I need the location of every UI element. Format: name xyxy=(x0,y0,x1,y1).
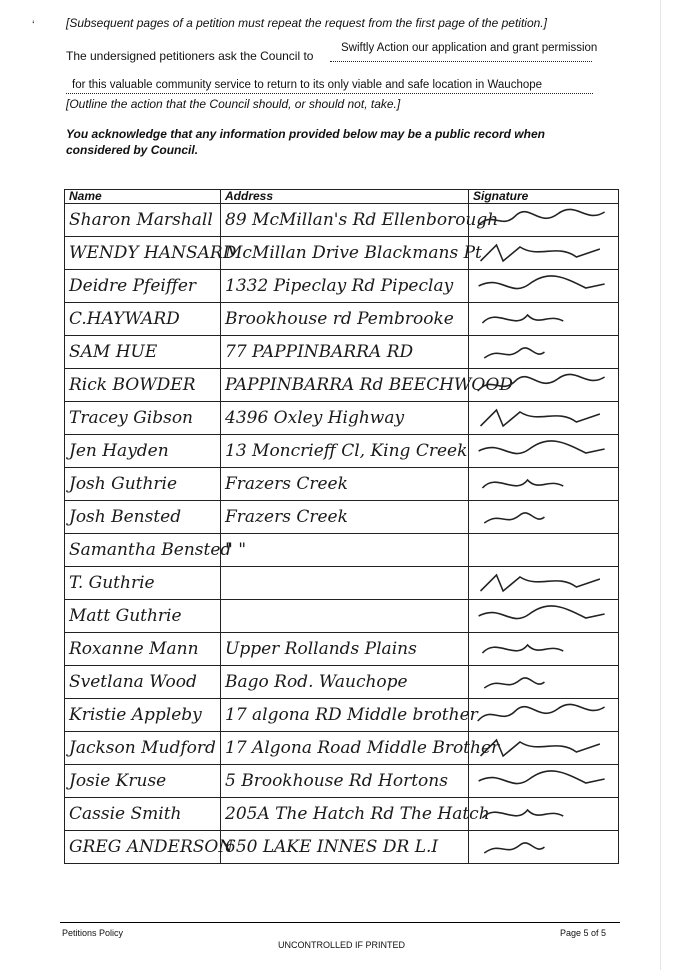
table-header-row xyxy=(65,190,619,204)
signer-name: WENDY HANSARD xyxy=(65,237,221,270)
signature-icon xyxy=(473,833,614,861)
table-row xyxy=(65,765,619,798)
dotted-line-1 xyxy=(330,61,592,62)
signer-name: SAM HUE xyxy=(65,336,221,369)
signature-icon xyxy=(473,338,614,366)
signature-cell xyxy=(469,369,619,402)
table-row xyxy=(65,732,619,765)
page-edge xyxy=(660,0,661,970)
signature-rows xyxy=(65,204,619,864)
signer-name: Matt Guthrie xyxy=(65,600,221,633)
signer-address: Bago Rod. Wauchope xyxy=(221,666,469,699)
signature-cell xyxy=(469,501,619,534)
table-row xyxy=(65,336,619,369)
signer-address: Frazers Creek xyxy=(221,468,469,501)
table-row xyxy=(65,534,619,567)
signature-cell xyxy=(469,765,619,798)
table-row xyxy=(65,567,619,600)
table-row xyxy=(65,666,619,699)
signer-name: GREG ANDERSON xyxy=(65,831,221,864)
signature-icon xyxy=(473,767,614,795)
table-row xyxy=(65,204,619,237)
table-row xyxy=(65,600,619,633)
signature-cell xyxy=(469,435,619,468)
signature-icon xyxy=(473,404,614,432)
table-row xyxy=(65,303,619,336)
signer-address: " " xyxy=(221,534,469,567)
ask-label: The undersigned petitioners ask the Council to xyxy=(66,49,314,63)
signature-icon xyxy=(473,701,614,729)
signer-name: Josh Guthrie xyxy=(65,468,221,501)
footer-uncontrolled: UNCONTROLLED IF PRINTED xyxy=(278,940,406,950)
signature-icon xyxy=(473,635,614,663)
signature-cell xyxy=(469,534,619,567)
signature-cell xyxy=(469,468,619,501)
acknowledgement: You acknowledge that any information provided below may be a public record when considered by Council. xyxy=(66,127,545,157)
signature-cell xyxy=(469,204,619,237)
signature-icon xyxy=(473,239,614,267)
signature-cell xyxy=(469,666,619,699)
signer-address: 77 PAPPINBARRA RD xyxy=(221,336,469,369)
signer-address: 1332 Pipeclay Rd Pipeclay xyxy=(221,270,469,303)
signer-name: Jackson Mudford xyxy=(65,732,221,765)
signature-cell xyxy=(469,798,619,831)
table-row xyxy=(65,468,619,501)
signer-name: Svetlana Wood xyxy=(65,666,221,699)
table-row xyxy=(65,633,619,666)
signature-cell xyxy=(469,336,619,369)
signature-cell xyxy=(469,699,619,732)
signer-address: 205A The Hatch Rd The Hatch xyxy=(221,798,469,831)
table-row xyxy=(65,402,619,435)
signer-name: Josh Bensted xyxy=(65,501,221,534)
signer-name: Tracey Gibson xyxy=(65,402,221,435)
signature-cell xyxy=(469,237,619,270)
subsequent-pages-note: [Subsequent pages of a petition must repeat the request from the first page of the petition.] xyxy=(66,16,547,30)
signature-icon xyxy=(473,602,614,630)
table-row xyxy=(65,270,619,303)
signer-address xyxy=(221,567,469,600)
signature-cell xyxy=(469,633,619,666)
signer-name: Roxanne Mann xyxy=(65,633,221,666)
signer-name: Sharon Marshall xyxy=(65,204,221,237)
footer-policy: Petitions Policy xyxy=(62,928,124,938)
signer-address xyxy=(221,600,469,633)
signer-address: 650 LAKE INNES DR L.I xyxy=(221,831,469,864)
ask-value-line2: for this valuable community service to return to its only viable and safe location in Wauchope xyxy=(72,79,543,91)
signer-name: C.HAYWARD xyxy=(65,303,221,336)
address-column-header: Address xyxy=(221,190,469,204)
footer-rule xyxy=(60,922,620,923)
signature-cell xyxy=(469,600,619,633)
signer-address: 17 algona RD Middle brother xyxy=(221,699,469,732)
signature-icon xyxy=(473,503,614,531)
signer-name: T. Guthrie xyxy=(65,567,221,600)
table-row xyxy=(65,237,619,270)
signer-address: McMillan Drive Blackmans Pt xyxy=(221,237,469,270)
signer-address: Brookhouse rd Pembrooke xyxy=(221,303,469,336)
table-row xyxy=(65,699,619,732)
signer-name: Cassie Smith xyxy=(65,798,221,831)
dotted-line-2 xyxy=(66,93,593,94)
signature-column-header: Signature xyxy=(469,190,619,204)
signature-cell xyxy=(469,303,619,336)
signature-icon xyxy=(473,470,614,498)
table-row xyxy=(65,798,619,831)
signer-name: Josie Kruse xyxy=(65,765,221,798)
signature-icon xyxy=(473,668,614,696)
signer-name: Kristie Appleby xyxy=(65,699,221,732)
signature-icon xyxy=(473,800,614,828)
table-row xyxy=(65,831,619,864)
signature-cell xyxy=(469,402,619,435)
signer-address: PAPPINBARRA Rd BEECHWOOD xyxy=(221,369,469,402)
signature-cell xyxy=(469,270,619,303)
signature-icon xyxy=(473,569,614,597)
footer-page-number: Page 5 of 5 xyxy=(560,928,607,938)
signer-address: 17 Algona Road Middle Brother xyxy=(221,732,469,765)
signature-icon xyxy=(473,305,614,333)
signer-name: Jen Hayden xyxy=(65,435,221,468)
signer-name: Rick BOWDER xyxy=(65,369,221,402)
signature-icon xyxy=(473,272,614,300)
ask-value-line1: Swiftly Action our application and grant permission xyxy=(341,42,598,54)
signer-address: 4396 Oxley Highway xyxy=(221,402,469,435)
signature-icon xyxy=(473,437,614,465)
signer-address: 13 Moncrieff Cl, King Creek xyxy=(221,435,469,468)
signature-cell xyxy=(469,567,619,600)
outline-note: [Outline the action that the Council should, or should not, take.] xyxy=(66,97,401,111)
signer-name: Samantha Bensted xyxy=(65,534,221,567)
table-row xyxy=(65,435,619,468)
signer-address: Upper Rollands Plains xyxy=(221,633,469,666)
signer-address: 89 McMillan's Rd Ellenborough xyxy=(221,204,469,237)
signer-name: Deidre Pfeiffer xyxy=(65,270,221,303)
name-column-header: Name xyxy=(65,190,221,204)
table-row xyxy=(65,501,619,534)
table-row xyxy=(65,369,619,402)
signer-address: Frazers Creek xyxy=(221,501,469,534)
scan-marks: ‘ xyxy=(32,18,35,32)
signer-address: 5 Brookhouse Rd Hortons xyxy=(221,765,469,798)
signature-cell xyxy=(469,831,619,864)
signature-table xyxy=(64,189,619,864)
